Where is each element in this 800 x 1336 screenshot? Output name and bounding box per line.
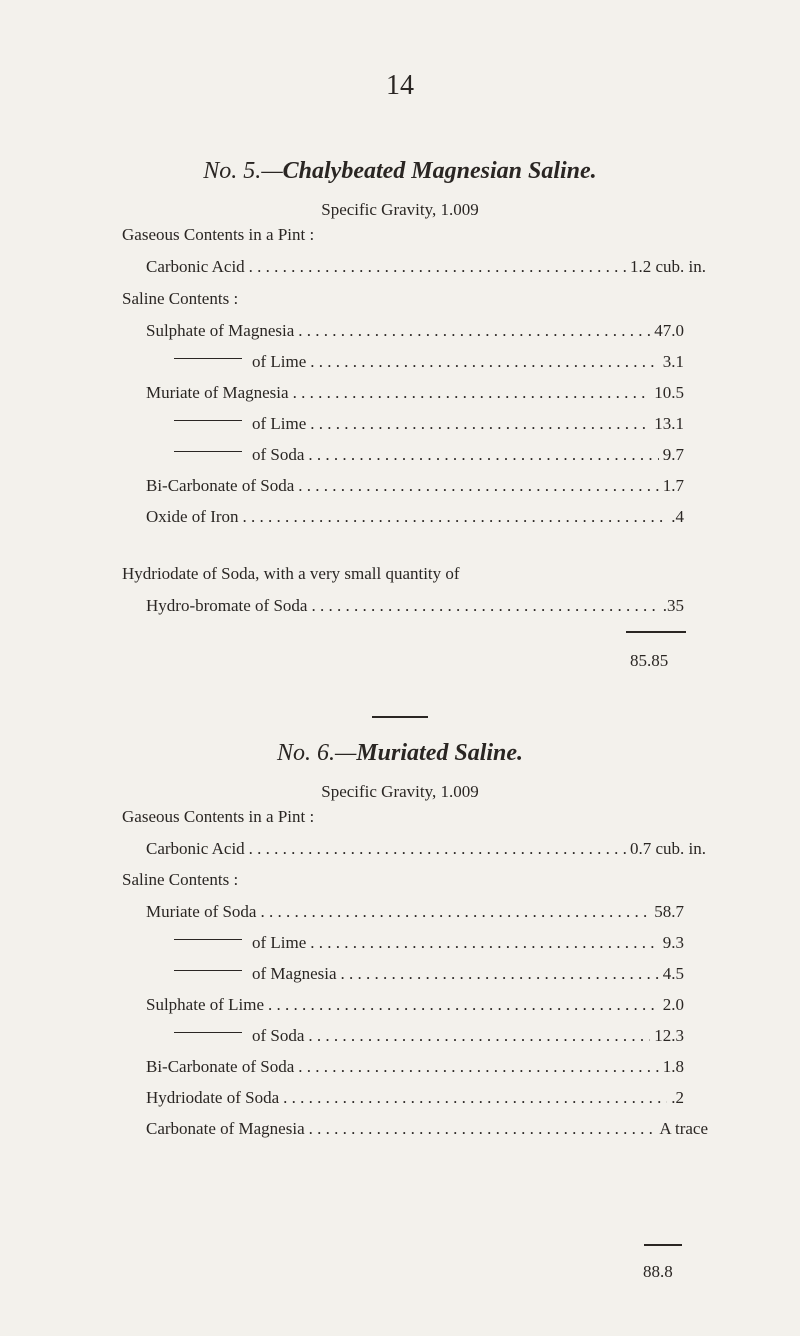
row-label-text: of Lime <box>252 414 307 433</box>
row-value: .2 <box>671 1088 684 1107</box>
row-label <box>146 318 294 344</box>
leader-dots <box>310 349 658 375</box>
saline-row <box>146 380 684 406</box>
row-value: 3.1 <box>662 352 684 371</box>
leader-dots <box>249 836 626 862</box>
row-value: 1.8 <box>662 1057 684 1076</box>
row-label-text: of Lime <box>252 933 307 952</box>
row-label-text: of Soda <box>252 1026 305 1045</box>
row-label <box>146 380 289 406</box>
section-number: No. 6. <box>276 740 335 766</box>
row-value: 1.7 <box>662 476 684 495</box>
leader-dots <box>308 1023 650 1049</box>
gaseous-heading: Gaseous Contents in a Pint : <box>122 225 315 244</box>
saline-row <box>146 411 684 437</box>
row-value: 13.1 <box>654 414 684 433</box>
row-value: 2.0 <box>662 995 684 1014</box>
row-label-text: of Magnesia <box>252 964 337 983</box>
leader-dots <box>268 992 659 1018</box>
row-value: 9.3 <box>662 933 684 952</box>
row-label <box>146 473 294 499</box>
row-value: 1.2 cub. in. <box>629 257 706 276</box>
row-label-text: Muriate of Magnesia <box>146 383 289 402</box>
section-title: Muriated Saline. <box>356 740 524 766</box>
row-label <box>146 992 264 1018</box>
row-label <box>146 1023 304 1049</box>
ditto-dash <box>174 939 242 940</box>
heading-dash: — <box>261 158 283 184</box>
saline-row <box>146 318 684 344</box>
gaseous-heading: Gaseous Contents in a Pint : <box>122 807 315 826</box>
row-label <box>146 961 337 987</box>
leader-dots <box>283 1085 667 1111</box>
saline-heading: Saline Contents : <box>122 870 239 889</box>
gaseous-row <box>146 254 706 280</box>
saline-row <box>146 442 684 468</box>
row-label <box>146 442 304 468</box>
leader-dots <box>293 380 651 406</box>
ditto-dash <box>174 970 242 971</box>
leader-dots <box>311 593 658 619</box>
row-value: 12.3 <box>654 1026 684 1045</box>
sum-rule <box>644 1244 682 1246</box>
row-value: .4 <box>671 507 684 526</box>
saline-row <box>146 473 684 499</box>
row-label <box>146 899 256 925</box>
ditto-dash <box>174 420 242 421</box>
ditto-dash <box>174 1032 242 1033</box>
row-label-text: Hydriodate of Soda <box>146 1088 280 1107</box>
leader-dots <box>249 254 626 280</box>
row-label: Carbonic Acid <box>146 257 245 276</box>
row-label <box>146 1085 279 1111</box>
section-number: No. 5. <box>203 158 262 184</box>
saline-row <box>146 992 684 1018</box>
row-value: 10.5 <box>654 383 684 402</box>
row-label-text: of Lime <box>252 352 307 371</box>
saline-row <box>146 899 684 925</box>
row-label-text: Oxide of Iron <box>146 507 239 526</box>
specific-gravity: Specific Gravity, 1.009 <box>321 782 479 801</box>
leader-dots <box>243 504 668 530</box>
leader-dots <box>298 473 659 499</box>
row-label-text: Bi-Carbonate of Soda <box>146 1057 295 1076</box>
sum-rule <box>626 631 686 633</box>
heading-dash: — <box>334 740 357 766</box>
saline-heading: Saline Contents : <box>122 289 239 308</box>
leader-dots <box>309 1116 656 1142</box>
gaseous-row <box>146 836 706 862</box>
saline-row <box>146 961 684 987</box>
row-label-text: Sulphate of Lime <box>146 995 265 1014</box>
row-value: A trace <box>659 1119 708 1138</box>
section-total: 85.85 <box>630 651 669 670</box>
section-6-heading <box>0 740 800 767</box>
saline-row <box>146 1023 684 1049</box>
ditto-dash <box>174 451 242 452</box>
row-label-text: Muriate of Soda <box>146 902 257 921</box>
saline-row <box>146 930 684 956</box>
row-label: Carbonic Acid <box>146 839 245 858</box>
leader-dots <box>341 961 659 987</box>
row-label <box>146 349 306 375</box>
row-label-text: of Soda <box>252 445 305 464</box>
leader-dots <box>298 318 650 344</box>
row-label <box>146 411 306 437</box>
row-value: 58.7 <box>654 902 684 921</box>
row-value: 9.7 <box>662 445 684 464</box>
note-row <box>146 593 684 619</box>
leader-dots <box>260 899 650 925</box>
row-label <box>146 504 239 530</box>
leader-dots <box>310 930 658 956</box>
saline-row <box>146 1054 684 1080</box>
saline-row <box>146 504 684 530</box>
section-total: 88.8 <box>643 1262 673 1281</box>
row-value: 4.5 <box>662 964 684 983</box>
row-label-text: Sulphate of Magnesia <box>146 321 295 340</box>
section-title: Chalybeated Magnesian Saline. <box>282 158 597 184</box>
row-label-text: Carbonate of Magnesia <box>146 1119 305 1138</box>
row-value: .35 <box>662 596 684 615</box>
leader-dots <box>308 442 658 468</box>
leader-dots <box>298 1054 659 1080</box>
saline-row <box>146 349 684 375</box>
row-label-text: Bi-Carbonate of Soda <box>146 476 295 495</box>
saline-row <box>146 1116 708 1142</box>
page-number: 14 <box>386 70 414 101</box>
row-label <box>146 930 306 956</box>
row-value: 0.7 cub. in. <box>629 839 706 858</box>
row-label <box>146 1116 305 1142</box>
section-divider <box>372 716 428 718</box>
note-line-1: Hydriodate of Soda, with a very small quantity of <box>122 564 460 583</box>
saline-row <box>146 1085 684 1111</box>
section-5-heading <box>0 158 800 185</box>
specific-gravity: Specific Gravity, 1.009 <box>321 200 479 219</box>
row-value: 47.0 <box>654 321 684 340</box>
row-label: Hydro-bromate of Soda <box>146 596 308 615</box>
row-label <box>146 1054 294 1080</box>
ditto-dash <box>174 358 242 359</box>
leader-dots <box>310 411 650 437</box>
